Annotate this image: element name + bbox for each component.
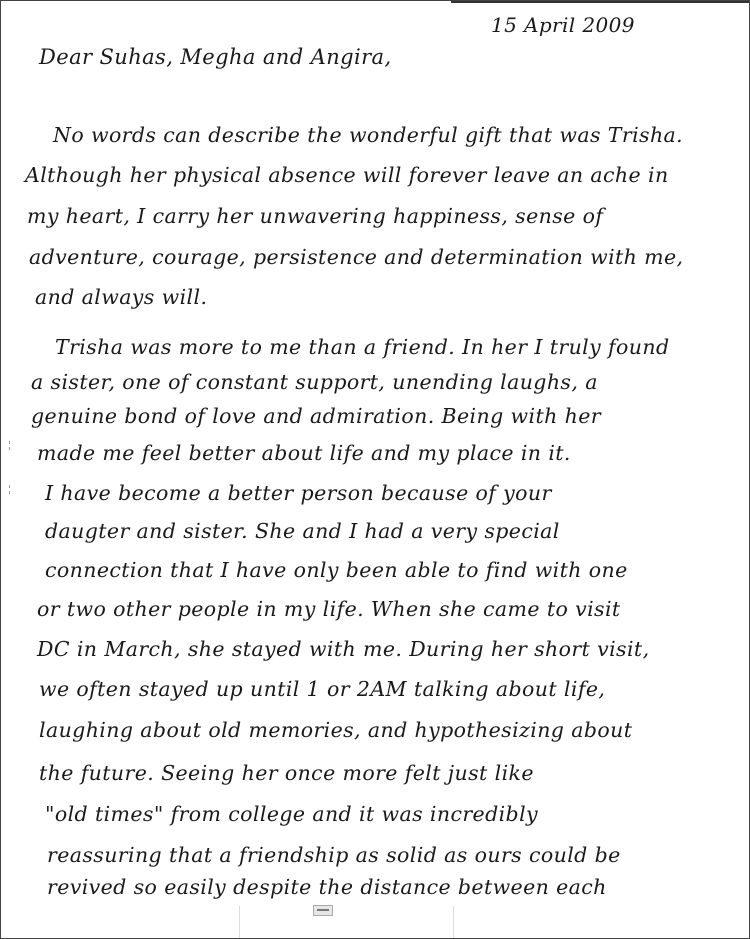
page-footer-icon: [313, 905, 333, 916]
letter-line: Trisha was more to me than a friend. In her I truly found: [55, 335, 670, 359]
letter-line: revived so easily despite the distance between each: [47, 875, 607, 899]
letter-line: or two other people in my life. When she came to visit: [37, 597, 621, 621]
letter-line: daugter and sister. She and I had a very special: [45, 519, 560, 543]
fold-line: [453, 906, 454, 938]
letter-line: and always will.: [35, 285, 208, 309]
letter-date: 15 April 2009: [491, 13, 635, 37]
page-top-edge: [451, 1, 749, 3]
punch-hole-mark: [9, 441, 15, 450]
letter-line: genuine bond of love and admiration. Being with her: [31, 404, 601, 428]
letter-line: laughing about old memories, and hypothesizing about: [39, 718, 633, 742]
letter-line: "old times" from college and it was incredibly: [45, 802, 539, 826]
letter-line: made me feel better about life and my place in it.: [37, 441, 571, 465]
letter-line: connection that I have only been able to find with one: [45, 558, 628, 582]
letter-line: we often stayed up until 1 or 2AM talking about life,: [39, 677, 606, 701]
letter-line: reassuring that a friendship as solid as ours could be: [47, 843, 621, 867]
letter-line: I have become a better person because of your: [45, 481, 552, 505]
fold-line: [239, 906, 240, 938]
letter-line: DC in March, she stayed with me. During her short visit,: [37, 637, 650, 661]
salutation: Dear Suhas, Megha and Angira,: [39, 45, 392, 69]
letter-line: Although her physical absence will forever leave an ache in: [25, 163, 669, 187]
letter-line: a sister, one of constant support, unending laughs, a: [31, 370, 598, 394]
letter-line: adventure, courage, persistence and determination with me,: [29, 245, 684, 269]
letter-line: my heart, I carry her unwavering happiness, sense of: [27, 204, 604, 228]
punch-hole-mark: [9, 485, 15, 494]
letter-line: No words can describe the wonderful gift that was Trisha.: [53, 123, 684, 147]
letter-line: the future. Seeing her once more felt just like: [39, 761, 534, 785]
